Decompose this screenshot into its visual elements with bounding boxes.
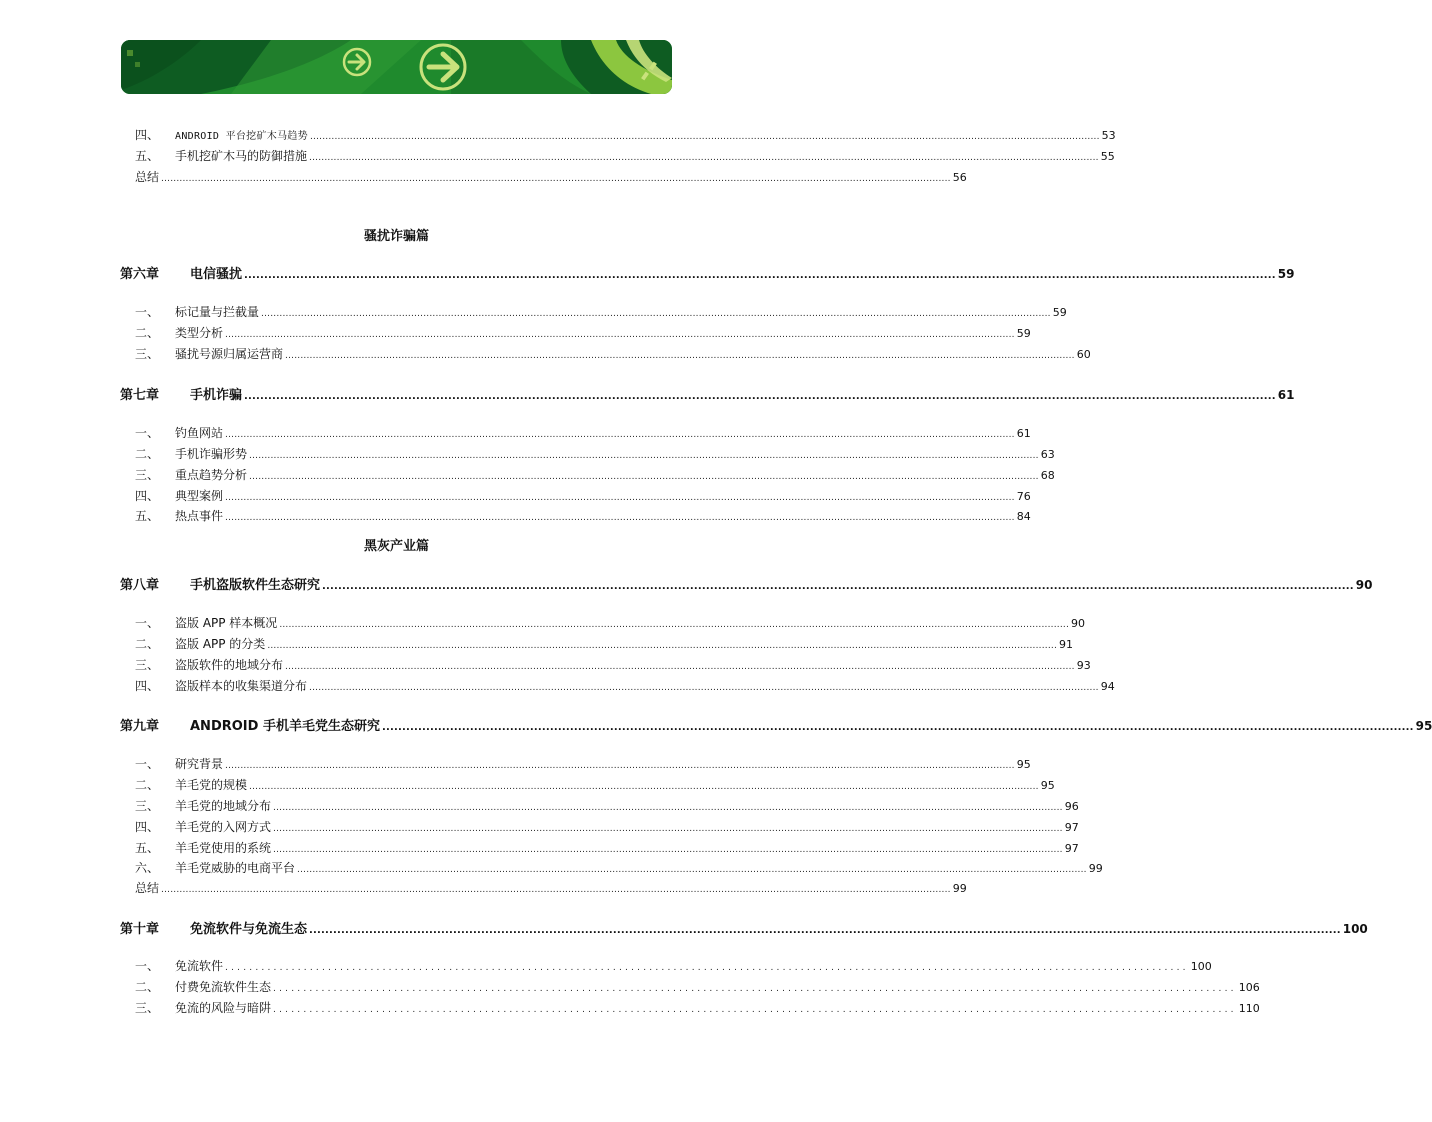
chapter-heading[interactable]: 第九章 ANDROID 手机羊毛党生态研究 .................................................................................................................................................................................................................................................................. 95 (120, 719, 1432, 734)
toc-entry[interactable]: 三、 骚扰号源归属运营商 .................................................................................................................................................................................................................................................................. 60 (135, 347, 1091, 361)
toc-entry-summary[interactable]: 总结 .................................................................................................................................................................................................................................................................. 56 (135, 170, 967, 184)
chapter-heading[interactable]: 第八章 手机盗版软件生态研究 .................................................................................................................................................................................................................................................................. 90 (120, 578, 1373, 593)
toc-entry[interactable]: 五、 热点事件 .................................................................................................................................................................................................................................................................. 84 (135, 509, 1031, 523)
toc-entry[interactable]: 四、 羊毛党的入网方式 .................................................................................................................................................................................................................................................................. 97 (135, 820, 1079, 834)
toc-entry[interactable]: 一、 盗版 APP 样本概况 .................................................................................................................................................................................................................................................................. 90 (135, 616, 1086, 630)
toc-entry[interactable]: 三、 免流的风险与暗阱 ............................................................................................................................................................... 110 (135, 1001, 1260, 1015)
toc-entry[interactable]: 一、 研究背景 .................................................................................................................................................................................................................................................................. 95 (135, 757, 1031, 771)
chapter-heading[interactable]: 第六章 电信骚扰 .................................................................................................................................................................................................................................................................. 59 (120, 267, 1295, 282)
toc-entry[interactable]: 一、 钓鱼网站 .................................................................................................................................................................................................................................................................. 61 (135, 426, 1031, 440)
section-title: 黑灰产业篇 (363, 539, 429, 554)
toc-entry[interactable]: 四、 典型案例 .................................................................................................................................................................................................................................................................. 76 (135, 489, 1031, 503)
toc-entry[interactable]: 三、 重点趋势分析 .................................................................................................................................................................................................................................................................. 68 (135, 468, 1055, 482)
toc-entry[interactable]: 二、 手机诈骗形势 .................................................................................................................................................................................................................................................................. 63 (135, 447, 1055, 461)
toc-entry[interactable]: 五、 羊毛党使用的系统 .................................................................................................................................................................................................................................................................. 97 (135, 841, 1079, 855)
toc-entry[interactable]: 二、 盗版 APP 的分类 .................................................................................................................................................................................................................................................................. 91 (135, 637, 1074, 651)
toc-entry[interactable]: 二、 羊毛党的规模 .................................................................................................................................................................................................................................................................. 95 (135, 778, 1055, 792)
toc-entry[interactable]: 二、 类型分析 .................................................................................................................................................................................................................................................................. 59 (135, 326, 1031, 340)
toc-entry[interactable]: 二、 付费免流软件生态 ............................................................................................................................................................... 106 (135, 980, 1260, 994)
arrow-icon-large (421, 45, 465, 89)
toc-entry[interactable]: 一、 免流软件 ............................................................................................................................................................... 100 (135, 959, 1212, 973)
toc-entry[interactable]: 三、 盗版软件的地域分布 .................................................................................................................................................................................................................................................................. 93 (135, 658, 1091, 672)
section-title: 骚扰诈骗篇 (363, 229, 429, 244)
header-banner (121, 40, 672, 94)
chapter-heading[interactable]: 第七章 手机诈骗 .................................................................................................................................................................................................................................................................. 61 (120, 388, 1295, 403)
toc-entry[interactable]: 四、 ANDROID 平台挖矿木马趋势 .................................................................................................................................................................................................................................................................. 53 (135, 128, 1116, 142)
chapter-heading[interactable]: 第十章 免流软件与免流生态 .................................................................................................................................................................................................................................................................. 100 (120, 922, 1368, 937)
toc-entry[interactable]: 三、 羊毛党的地域分布 .................................................................................................................................................................................................................................................................. 96 (135, 799, 1079, 813)
toc-entry[interactable]: 六、 羊毛党威胁的电商平台 .................................................................................................................................................................................................................................................................. 99 (135, 861, 1103, 875)
toc-entry[interactable]: 五、 手机挖矿木马的防御措施 .................................................................................................................................................................................................................................................................. 55 (135, 149, 1115, 163)
toc-entry[interactable]: 一、 标记量与拦截量 .................................................................................................................................................................................................................................................................. 59 (135, 305, 1067, 319)
toc-entry[interactable]: 四、 盗版样本的收集渠道分布 .................................................................................................................................................................................................................................................................. 94 (135, 679, 1115, 693)
toc-entry-summary[interactable]: 总结 .................................................................................................................................................................................................................................................................. 99 (135, 881, 967, 895)
